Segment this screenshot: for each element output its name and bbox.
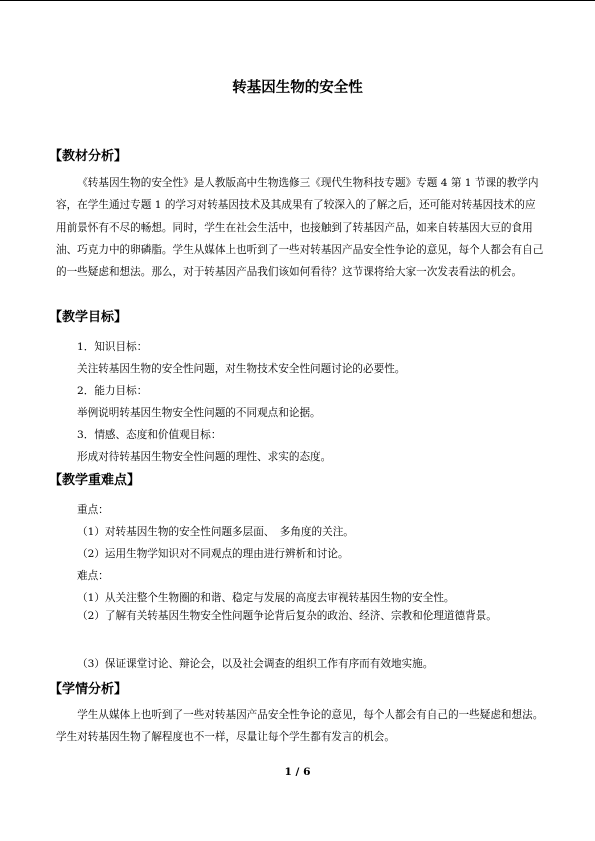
textbook-analysis-paragraph: 《转基因生物的安全性》是人教版高中生物选修三《现代生物科技专题》专题 4 第 1 节课的教学内容，在学生通过专题 1 的学习对转基因技术及其成果有了较深入的了解之后，还可能对转基因技术的应用前景怀有不尽的畅想。同时，学生在社会生活中，也接触到了转基因产品，如来自转基因大豆的食用油、巧克力中的卵磷脂。学生从媒体上也听到了一些对转基因产品安全性争论的意见，每个人都会有自己的一些疑虑和想法。那么，对于转基因产品我们该如何看待？这节课将给大家一次发表看法的机会。 xyxy=(56,177,544,279)
key-point-item: （1）对转基因生物的安全性问题多层面、 多角度的关注。 xyxy=(77,526,354,538)
objective-item: 关注转基因生物的安全性问题，对生物技术安全性问题讨论的必要性。 xyxy=(77,363,406,375)
section-heading-textbook-analysis: 【教材分析】 xyxy=(49,149,128,164)
page-number: 1 / 6 xyxy=(284,766,311,778)
student-analysis-paragraph: 学生从媒体上也听到了一些对转基因产品安全性争论的意见，每个人都会有自己的一些疑虑和想法。学生对转基因生物了解程度也不一样，尽量让每个学生都有发言的机会。 xyxy=(56,709,544,744)
objective-item: 形成对待转基因生物安全性问题的理性、求实的态度。 xyxy=(77,451,332,463)
section-heading-teaching-objectives: 【教学目标】 xyxy=(49,310,128,325)
objective-item: 3．情感、态度和价值观目标： xyxy=(77,429,222,441)
difficult-points-label: 难点： xyxy=(77,570,109,582)
objective-item: 举例说明转基因生物安全性问题的不同观点和论据。 xyxy=(77,407,321,419)
difficult-point-item: （3）保证课堂讨论、辩论会，以及社会调查的组织工作有序而有效地实施。 xyxy=(77,658,434,670)
section-heading-student-analysis: 【学情分析】 xyxy=(49,682,128,697)
objective-item: 1．知识目标： xyxy=(77,341,148,353)
top-rule xyxy=(0,0,595,1)
difficult-point-item: （1）从关注整个生物圈的和谐、稳定与发展的高度去审视转基因生物的安全性。 xyxy=(77,592,455,604)
key-point-item: （2）运用生物学知识对不同观点的理由进行辨析和讨论。 xyxy=(77,548,349,560)
section-heading-key-difficult-points: 【教学重难点】 xyxy=(49,473,141,488)
key-points-label: 重点： xyxy=(77,504,109,516)
difficult-point-item: （2）了解有关转基因生物安全性问题争论背后复杂的政治、经济、宗教和伦理道德背景。 xyxy=(77,610,497,622)
document-title: 转基因生物的安全性 xyxy=(232,80,363,96)
objective-item: 2．能力目标： xyxy=(77,385,148,397)
